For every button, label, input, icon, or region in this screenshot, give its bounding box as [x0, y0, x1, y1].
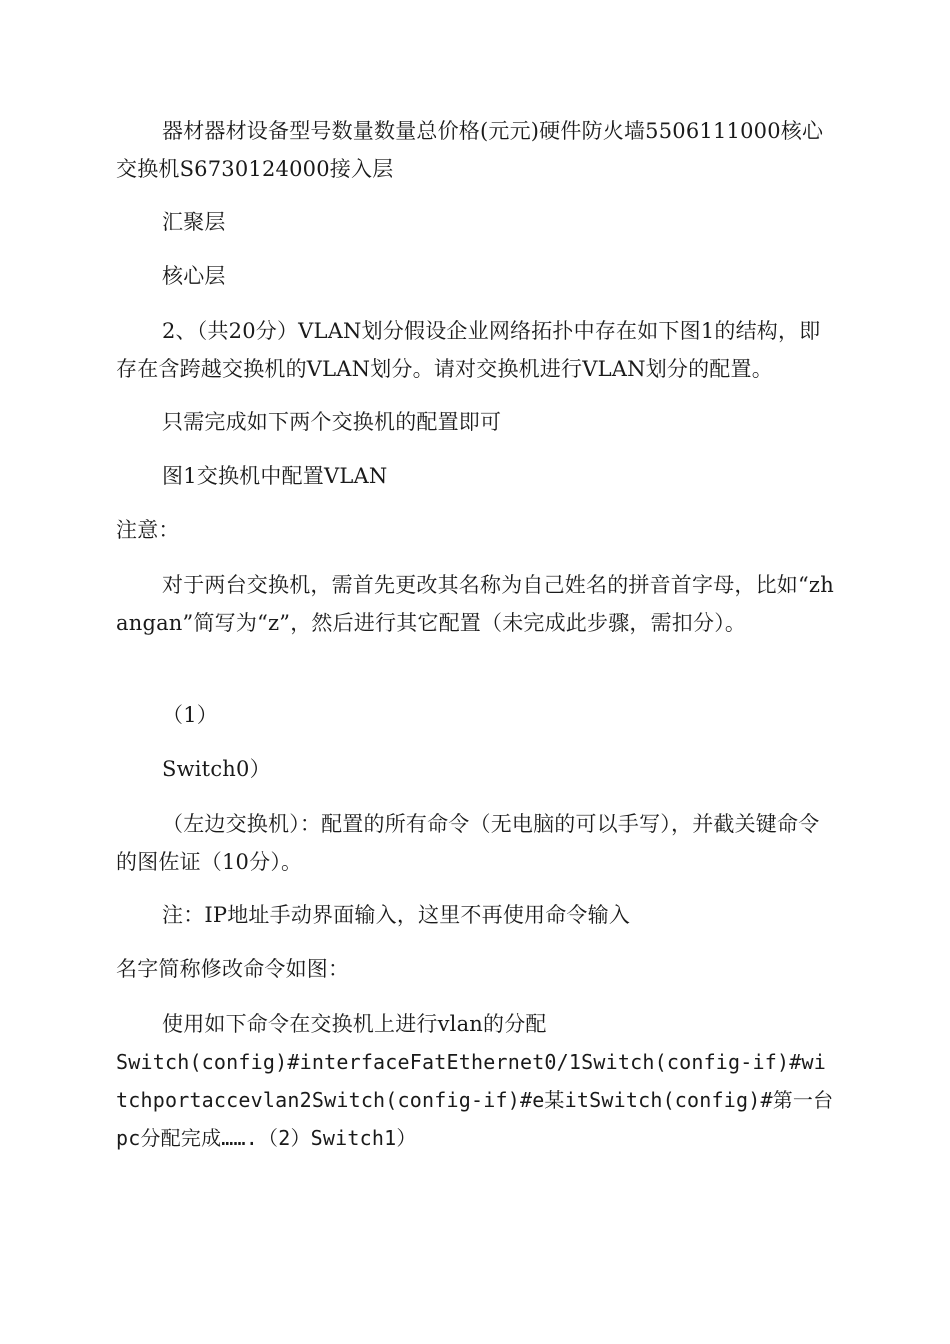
ip-note-line: 注：IP地址手动界面输入，这里不再使用命令输入 — [162, 903, 631, 927]
aggregation-layer-line: 汇聚层 — [162, 210, 226, 234]
rename-command-caption: 名字简称修改命令如图： — [116, 957, 350, 981]
note-heading: 注意： — [116, 518, 180, 542]
rename-note-paragraph: 对于两台交换机，需首先更改其名称为自己姓名的拼音首字母，比如“zhangan”简写为“z”，然后进行其它配置（未完成此步骤，需扣分）。 — [116, 573, 834, 635]
equipment-list-paragraph: 器材器材设备型号数量数量总价格(元元)硬件防火墙5506111000核心交换机S6730124000接入层 — [116, 119, 824, 181]
step-1-label: （1） — [162, 703, 218, 727]
switch0-label: Switch0） — [162, 757, 271, 781]
switch0-description-paragraph: （左边交换机）：配置的所有命令（无电脑的可以手写），并截关键命令的图佐证（10分）。 — [116, 812, 820, 874]
vlan-command-block: Switch(config)#interfaceFatEthernet0/1Switch(config-if)#witchportaccevlan2Switch(config-if)#e某itSwitch(config)#第一台pc分配完成…….（2）Switch1） — [116, 1050, 834, 1150]
instruction-line: 只需完成如下两个交换机的配置即可 — [162, 410, 502, 434]
question-2-paragraph: 2、（共20分）VLAN划分假设企业网络拓扑中存在如下图1的结构，即存在含跨越交换机的VLAN划分。请对交换机进行VLAN划分的配置。 — [116, 319, 821, 381]
figure-caption: 图1交换机中配置VLAN — [162, 464, 388, 488]
vlan-command-intro: 使用如下命令在交换机上进行vlan的分配 — [162, 1012, 547, 1036]
core-layer-line: 核心层 — [162, 264, 226, 288]
